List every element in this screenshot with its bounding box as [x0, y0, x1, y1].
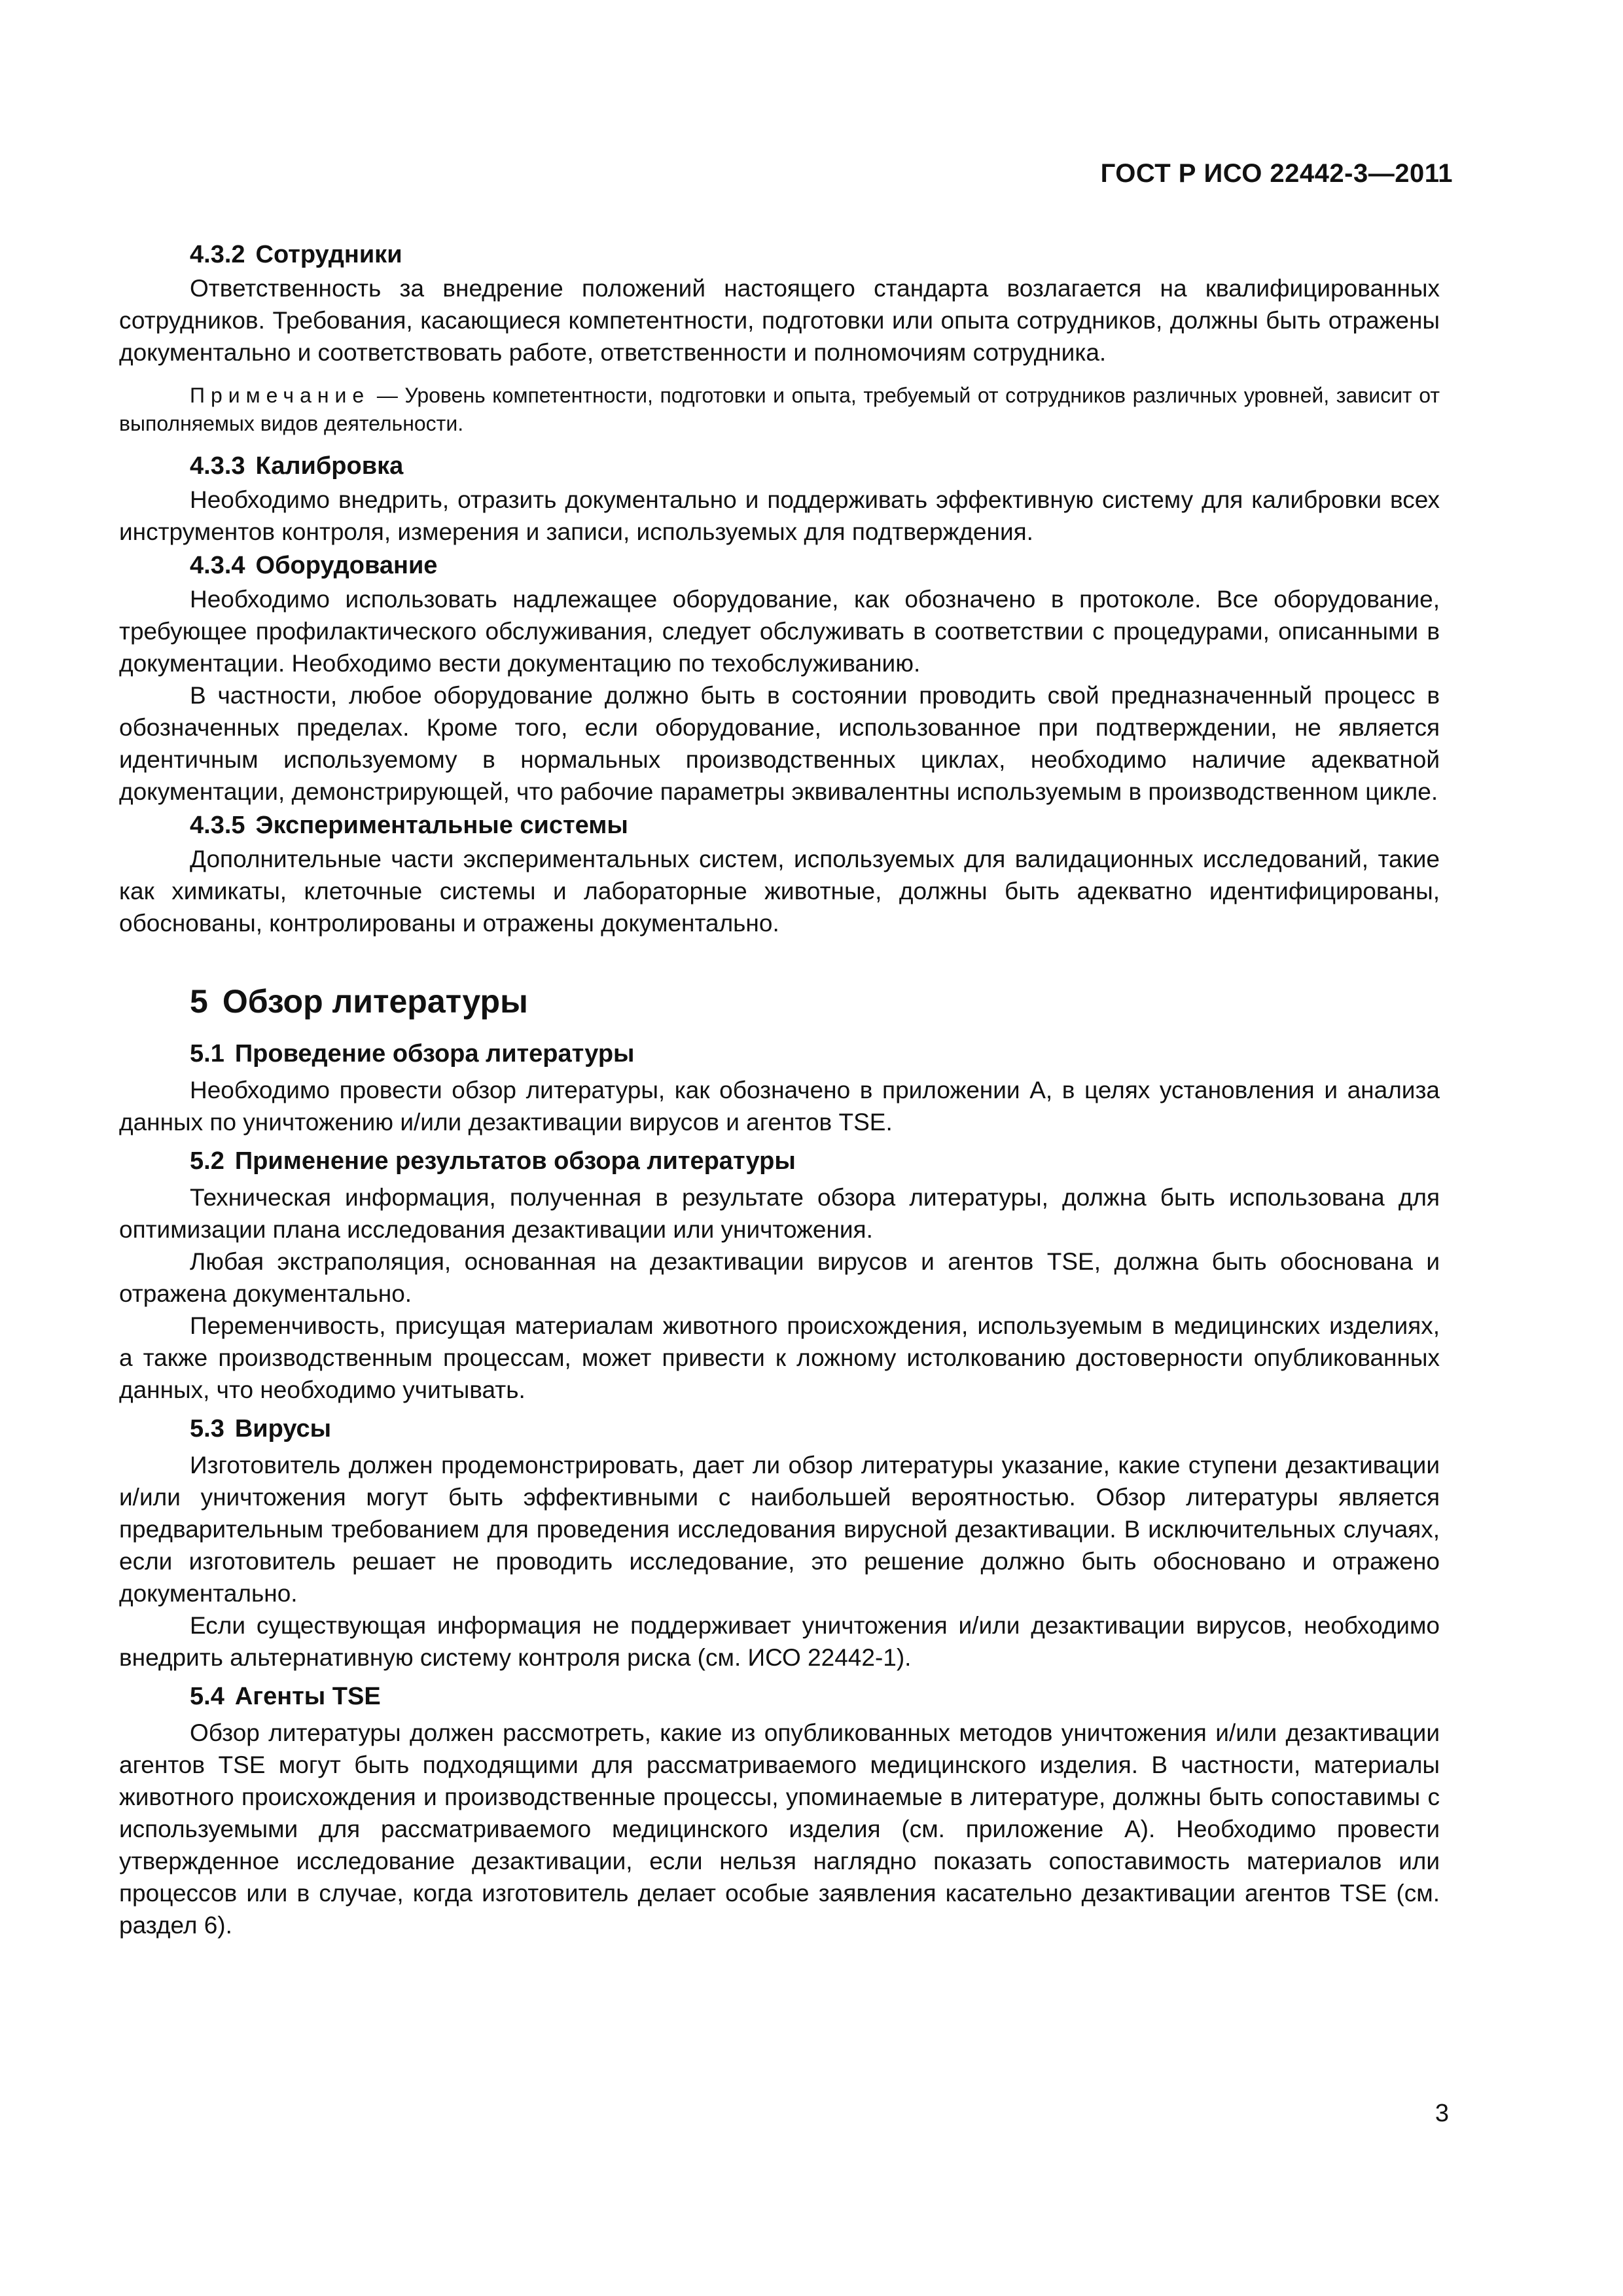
heading-4-3-3: [190, 448, 1440, 484]
heading-number: 5.3: [190, 1415, 224, 1443]
paragraph: Дополнительные части экспериментальных систем, используемых для валидационных исследований, такие как химикаты, клеточные системы и лабораторные животные, должны быть адекватно идентифицированы, обоснованы, контролированы и отражены документально.: [119, 846, 1440, 937]
heading-title: Применение результатов обзора литературы: [234, 1147, 796, 1175]
heading-title: Калибровка: [255, 452, 404, 480]
page-number: 3: [1435, 2100, 1449, 2127]
heading-5-3: [190, 1411, 1440, 1446]
heading-5-1: [190, 1036, 1440, 1071]
heading-number: 4.3.2: [190, 241, 245, 268]
paragraph: Если существующая информация не поддерживает уничтожения и/или дезактивации вирусов, необходимо внедрить альтернативную систему контроля риска (см. ИСО 22442-1).: [119, 1612, 1440, 1671]
heading-4-3-5: [190, 808, 1440, 843]
document-code-header: ГОСТ Р ИСО 22442-3—2011: [1100, 159, 1453, 188]
heading-number: 5.1: [190, 1040, 224, 1067]
note: [119, 382, 1440, 438]
paragraph: Необходимо использовать надлежащее оборудование, как обозначено в протоколе. Все оборудование, требующее профилактического обслуживания, следует обслуживать в соответствии с процедурами, описанными в документации. Необходимо вести документацию по техобслуживанию.: [119, 586, 1440, 677]
paragraph: Необходимо внедрить, отразить документально и поддерживать эффективную систему для калибровки всех инструментов контроля, измерения и записи, используемых для подтверждения.: [119, 486, 1440, 545]
heading-number: 5.4: [190, 1683, 224, 1710]
heading-title: Оборудование: [255, 552, 438, 579]
heading-title: Проведение обзора литературы: [234, 1040, 635, 1067]
heading-title: Вирусы: [234, 1415, 332, 1443]
heading-number: 4.3.3: [190, 452, 245, 480]
heading-5-2: [190, 1143, 1440, 1179]
note-text: — Уровень компетентности, подготовки и опыта, требуемый от сотрудников различных уровней, зависит от выполняемых видов деятельности.: [119, 384, 1440, 435]
heading-number: 5.2: [190, 1147, 224, 1175]
heading-title: Экспериментальные системы: [255, 812, 628, 839]
heading-title: Обзор литературы: [222, 983, 528, 1020]
heading-5-4: [190, 1679, 1440, 1714]
note-label: Примечание: [190, 384, 370, 407]
page-content: [119, 237, 1440, 1941]
paragraph: Изготовитель должен продемонстрировать, дает ли обзор литературы указание, какие ступени дезактивации и/или уничтожения могут быть эффективными с наибольшей вероятностью. Обзор литературы является предварительным требованием для проведения исследования вирусной дезактивации. В исключительных случаях, если изготовитель решает не проводить исследование, это решение должно быть обосновано и отражено документально.: [119, 1452, 1440, 1607]
paragraph: Переменчивость, присущая материалам животного происхождения, используемым в медицинских изделиях, а также производственным процессам, может привести к ложному истолкованию достоверности опубликованных данных, что необходимо учитывать.: [119, 1312, 1440, 1403]
heading-number: 4.3.5: [190, 812, 245, 839]
paragraph: Техническая информация, полученная в результате обзора литературы, должна быть использована для оптимизации плана исследования дезактивации или уничтожения.: [119, 1184, 1440, 1243]
heading-title: Агенты TSE: [234, 1683, 381, 1710]
heading-4-3-4: [190, 548, 1440, 583]
heading-4-3-2: [190, 237, 1440, 272]
paragraph: Любая экстраполяция, основанная на дезактивации вирусов и агентов TSE, должна быть обоснована и отражена документально.: [119, 1248, 1440, 1307]
paragraph: Ответственность за внедрение положений настоящего стандарта возлагается на квалифицированных сотрудников. Требования, касающиеся компетентности, подготовки или опыта сотрудников, должны быть отражены документально и соответствовать работе, ответственности и полномочиям сотрудника.: [119, 275, 1440, 366]
heading-number: 4.3.4: [190, 552, 245, 579]
heading-number: 5: [190, 983, 208, 1020]
heading-section-5: [190, 978, 1440, 1024]
heading-title: Сотрудники: [255, 241, 402, 268]
paragraph: Обзор литературы должен рассмотреть, какие из опубликованных методов уничтожения и/или дезактивации агентов TSE могут быть подходящими для рассматриваемого медицинского изделия. В частности, материалы животного происхождения и производственные процессы, упоминаемые в литературе, должны быть сопоставимы с используемыми для рассматриваемого медицинского изделия (см. приложение А). Необходимо провести утвержденное исследование дезактивации, если нельзя наглядно показать сопоставимость материалов или процессов или в случае, когда изготовитель делает особые заявления касательно дезактивации агентов TSE (см. раздел 6).: [119, 1719, 1440, 1939]
paragraph: Необходимо провести обзор литературы, как обозначено в приложении А, в целях установления и анализа данных по уничтожению и/или дезактивации вирусов и агентов TSE.: [119, 1077, 1440, 1136]
paragraph: В частности, любое оборудование должно быть в состоянии проводить свой предназначенный процесс в обозначенных пределах. Кроме того, если оборудование, использованное при подтверждении, не является идентичным используемому в нормальных производственных циклах, необходимо наличие адекватной документации, демонстрирующей, что рабочие параметры эквивалентны используемым в производственном цикле.: [119, 682, 1440, 805]
